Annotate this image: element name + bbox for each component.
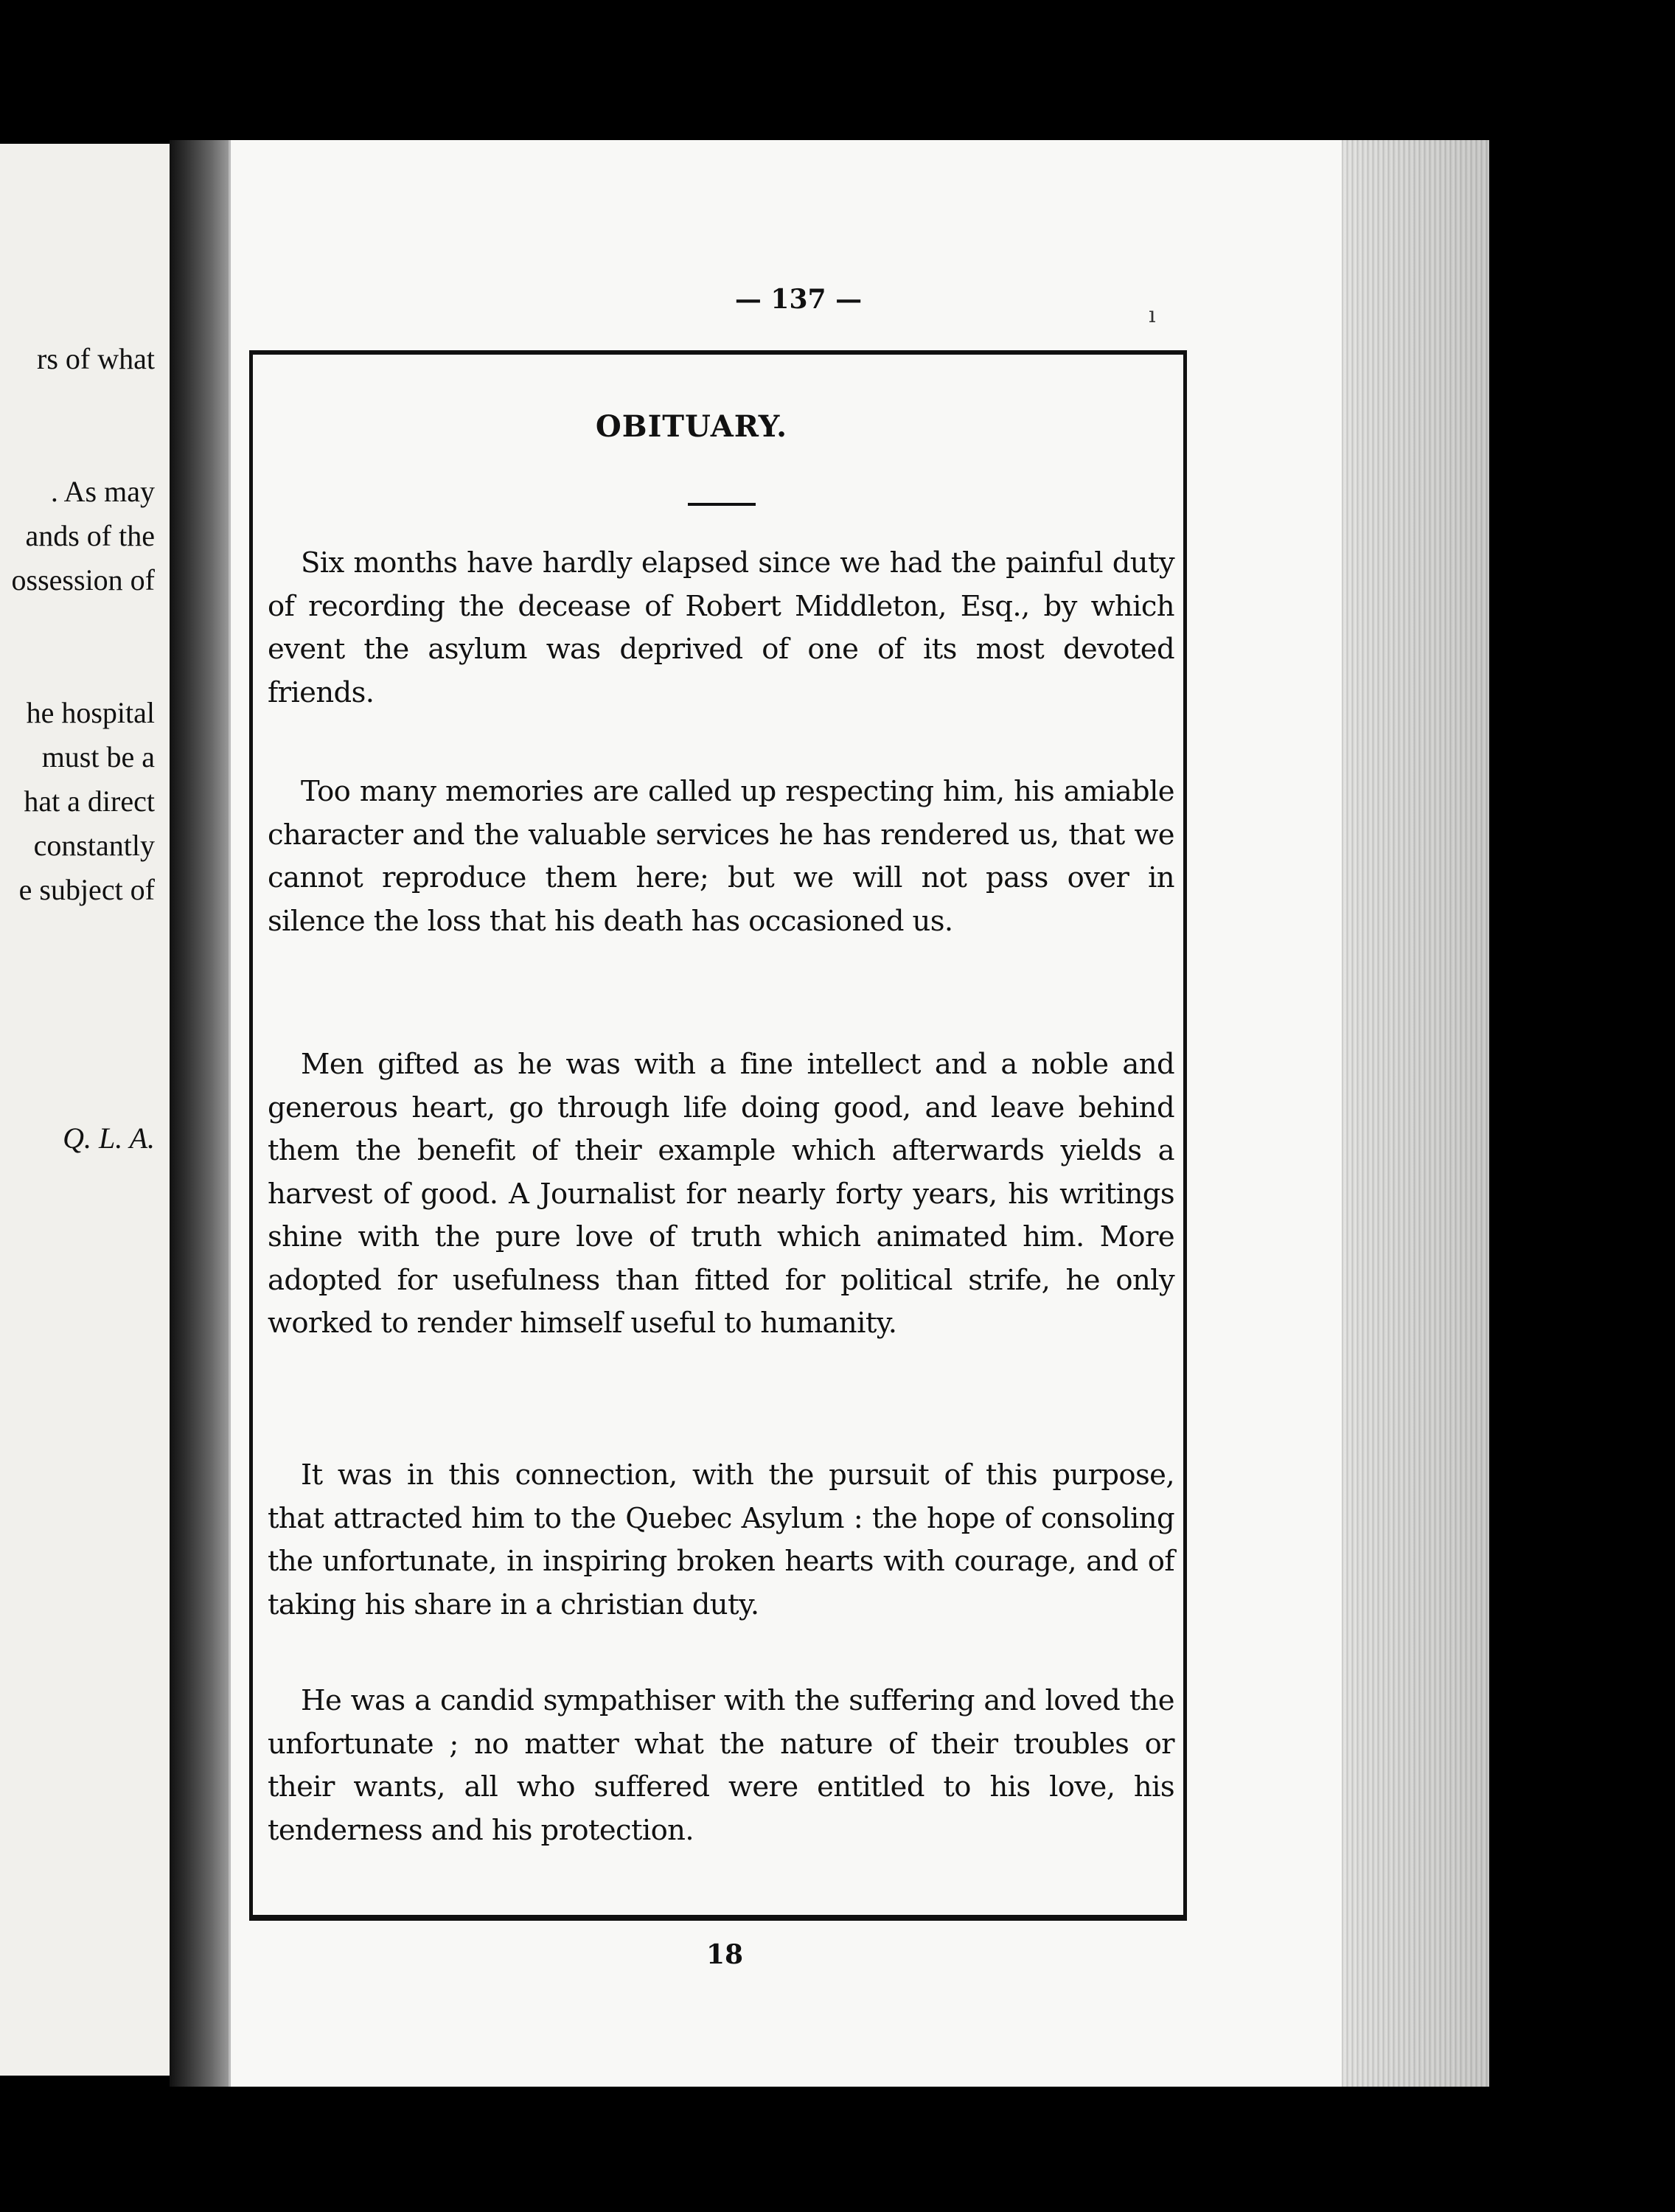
page-edges: [1342, 140, 1489, 2087]
book-gutter-shadow: [170, 140, 229, 2087]
paragraph-2: Too many memories are called up respecting him, his amiable character and the valuable services he has rendered us, that we cannot reproduce them here; but we will not pass over in silence the loss that his death has occasioned us.: [268, 775, 1174, 938]
facing-page-line: he hospital: [26, 696, 155, 729]
title-rule: [688, 503, 756, 506]
facing-page-signature: Q. L. A.: [63, 1121, 155, 1155]
paragraph-4: It was in this connection, with the pursuit of this purpose, that attracted him to the Quebec Asylum : the hope of consoling the unfortunate, in inspiring broken hearts with courage, and of taking his share in a christian duty.: [268, 1458, 1174, 1621]
paragraph-5: He was a candid sympathiser with the suffering and loved the unfortunate ; no matter what the nature of their troubles or their wants, all who suffered were entitled to his love, his tenderness and his protection.: [268, 1684, 1174, 1847]
facing-page-line: e subject of: [18, 873, 155, 906]
facing-page: [0, 144, 170, 2076]
facing-page-line: ossession of: [11, 563, 155, 597]
facing-page-line: ands of the: [25, 519, 155, 552]
facing-page-line: must be a: [41, 740, 155, 773]
facing-page-line: constantly: [33, 829, 155, 862]
paragraph-3: Men gifted as he was with a fine intellect and a noble and generous heart, go through life doing good, and leave behind them the benefit of their example which afterwards yields a harvest of good. A Journalist for nearly forty years, his writings shine with the pure love of truth which animated him. More adopted for usefulness than fitted for political strife, he only worked to render himself useful to humanity.: [268, 1048, 1174, 1340]
facing-page-line: hat a direct: [24, 785, 155, 818]
book-page: [229, 140, 1370, 2087]
facing-page-line: rs of what: [37, 342, 155, 375]
tick-mark: ı: [1149, 302, 1156, 328]
facing-page-line: . As may: [50, 475, 155, 508]
paragraph-1: Six months have hardly elapsed since we had the painful duty of recording the decease of Robert Middleton, Esq., by which event the asylum was deprived of one of its most devoted friends.: [268, 546, 1174, 709]
obituary-title: OBITUARY.: [595, 409, 788, 444]
page-number: — 137 —: [734, 284, 863, 315]
folio-number: 18: [706, 1939, 744, 1970]
